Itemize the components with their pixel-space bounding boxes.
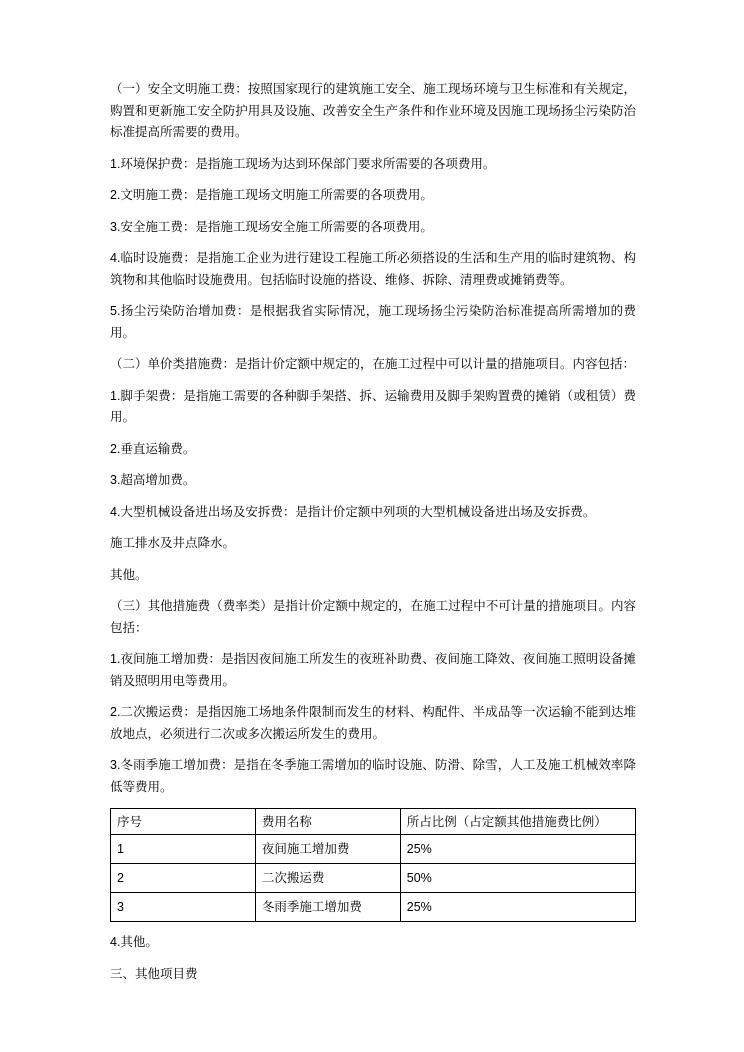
paragraph-vertical-transport-fee: 2.垂直运输费。 — [110, 441, 196, 456]
paragraph-other-measure-fee: （三）其他措施费（费率类）是指计价定额中规定的，在施工过程中不可计量的措施项目。内容包括： — [110, 599, 636, 635]
fee-proportion-table — [110, 808, 636, 922]
paragraph-dust-pollution-fee: 5.扬尘污染防治增加费：是根据我省实际情况，施工现场扬尘污染防治标准提高所需增加的费用。 — [110, 304, 636, 340]
table-row — [111, 835, 636, 864]
table-cell-seq: 3 — [111, 893, 256, 922]
paragraph-civilized-construction-fee: 2.文明施工费：是指施工现场文明施工所需要的各项费用。 — [110, 188, 433, 202]
table-row — [111, 864, 636, 893]
paragraph-section-three-heading: 三、其他项目费 — [110, 966, 198, 981]
paragraph-other-item: 4.其他。 — [110, 935, 158, 949]
paragraph-winter-rainy-season-fee: 3.冬雨季施工增加费：是指在冬季施工需增加的临时设施、防滑、除雪，人工及施工机械效率降低等费用。 — [110, 758, 636, 794]
table-cell-proportion: 25% — [400, 835, 635, 864]
table-cell-fee-name: 二次搬运费 — [255, 864, 400, 893]
paragraph-safety-civilized-fee: （一）安全文明施工费：按照国家现行的建筑施工安全、施工现场环境与卫生标准和有关规定，购置和更新施工安全防护用具及设施、改善安全生产条件和作业环境及因施工现场扬尘污染防治标准提高所需要的费用。 — [110, 82, 636, 139]
table-cell-proportion: 25% — [400, 893, 635, 922]
paragraph-scaffolding-fee: 1.脚手架费：是指施工需要的各种脚手架搭、拆、运输费用及脚手架购置费的摊销（或租赁）费用。 — [110, 388, 636, 424]
table-cell-seq: 2 — [111, 864, 256, 893]
paragraph-large-machinery-fee: 4.大型机械设备进出场及安拆费：是指计价定额中列项的大型机械设备进出场及安拆费。 — [110, 504, 596, 519]
table-cell-seq: 1 — [111, 835, 256, 864]
paragraph-height-increase-fee: 3.超高增加费。 — [110, 473, 196, 487]
table-row — [111, 893, 636, 922]
paragraph-drainage-dewatering: 施工排水及井点降水。 — [110, 536, 236, 550]
table-cell-fee-name: 夜间施工增加费 — [255, 835, 400, 864]
paragraph-temporary-facilities-fee: 4.临时设施费：是指施工企业为进行建设工程施工所必须搭设的生活和生产用的临时建筑物、构筑物和其他临时设施费用。包括临时设施的搭设、维修、拆除、清理费或摊销费等。 — [110, 251, 636, 287]
table-cell-proportion: 50% — [400, 864, 635, 893]
paragraph-night-construction-fee: 1.夜间施工增加费：是指因夜间施工所发生的夜班补助费、夜间施工降效、夜间施工照明设备摊销及照明用电等费用。 — [110, 652, 636, 688]
paragraph-environment-protection-fee: 1.环境保护费：是指施工现场为达到环保部门要求所需要的各项费用。 — [110, 156, 496, 171]
table-header-seq: 序号 — [111, 809, 256, 835]
paragraph-others: 其他。 — [110, 567, 148, 582]
table-cell-fee-name: 冬雨季施工增加费 — [255, 893, 400, 922]
paragraph-unit-price-measure-fee: （二）单价类措施费：是指计价定额中规定的，在施工过程中可以计量的措施项目。内容包括： — [110, 357, 636, 371]
table-header-row — [111, 809, 636, 835]
paragraph-secondary-handling-fee: 2.二次搬运费：是指因施工场地条件限制而发生的材料、构配件、半成品等一次运输不能到达堆放地点，必须进行二次或多次搬运所发生的费用。 — [110, 705, 636, 741]
paragraph-safe-construction-fee: 3.安全施工费：是指施工现场安全施工所需要的各项费用。 — [110, 219, 433, 234]
table-header-fee-name: 费用名称 — [255, 809, 400, 835]
table-header-proportion: 所占比例（占定额其他措施费比例） — [400, 809, 635, 835]
